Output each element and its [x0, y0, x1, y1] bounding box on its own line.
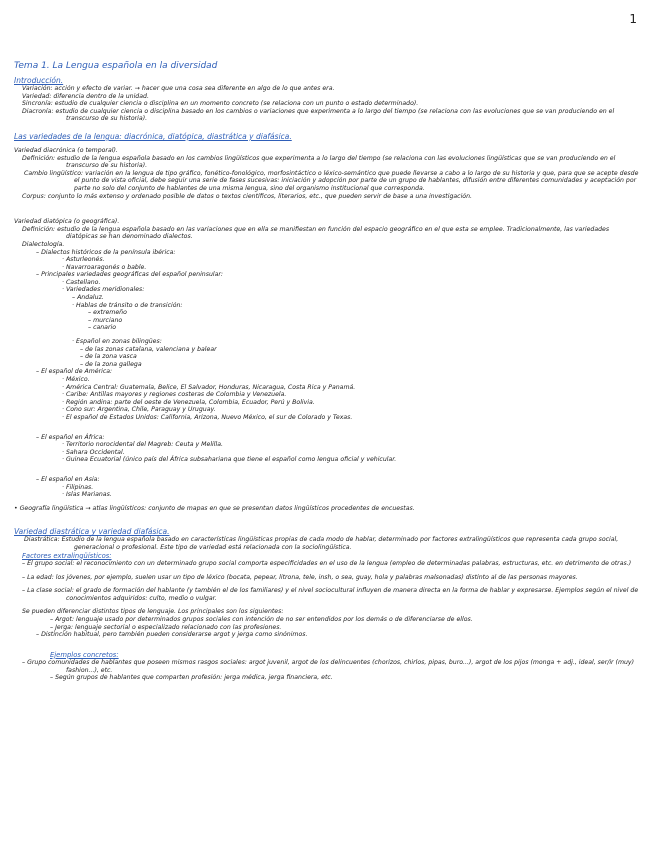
diatopica-definition: Definición: estudio de la lengua española basado en las variaciones que en ella se manifiestan en función del espacio geográfico en el que esta se emplee. Tradicionalmente, las variedades diatópicas se han denominado dialectos.: [22, 225, 610, 241]
list-item: · Cono sur: Argentina, Chile, Paraguay y Uruguay.: [62, 406, 216, 414]
page-number: 1: [629, 12, 637, 26]
intro-line: Sincronía: estudio de cualquier ciencia o disciplina en un momento concreto (se relaciona con un punto o estado determinado).: [22, 100, 419, 108]
list-item: – murciano: [88, 316, 123, 324]
list-item: – Jerga: lenguaje sectorial o especializado relacionado con las profesiones.: [50, 623, 282, 631]
list-item: – de la zona vasca: [80, 353, 137, 361]
list-item: · Región andina: parte del oeste de Venezuela, Colombia, Ecuador, Perú y Bolivia.: [62, 398, 315, 406]
list-item: · Caribe: Antillas mayores y regiones costeras de Colombia y Venezuela.: [62, 391, 287, 399]
diatopica-title: Variedad diatópica (o geográfica).: [14, 218, 120, 226]
geografia-line: • Geografía lingüística → atlas lingüísticos: conjunto de mapas en que se presentan datos lingüísticos procedentes de encuestas.: [14, 504, 415, 512]
list-item: – Grupo comunidades de hablantes que poseen mismos rasgos sociales: argot juvenil, argot de los delincuentes (chorizos, chirlos, pipas, buro...), argot de los pijos (monga + adj., ideal, ser/ir (muy) fashion...), etc.: [22, 659, 634, 674]
list-item: · México.: [62, 376, 90, 383]
list-item: – de las zonas catalana, valenciana y balear: [80, 345, 217, 353]
list-item: · Navarroaragonés o bable.: [62, 263, 147, 271]
list-item: · Español en zonas bilingües:: [72, 338, 162, 346]
list-item: · Filipinas.: [62, 483, 94, 491]
list-item: · Hablas de tránsito o de transición:: [72, 301, 183, 309]
intro-line: Variación: acción y efecto de variar. → hacer que una cosa sea diferente en algo de lo que antes era.: [22, 85, 335, 92]
asia-label: – El español en Asia:: [36, 475, 100, 483]
diastratica-heading: Variedad diastrática y variedad diafásica.: [14, 527, 170, 537]
list-item: · Territorio norocidental del Magreb: Ceuta y Melilla.: [62, 441, 223, 449]
list-item: – La clase social: el grado de formación del hablante (y también el de los familiares) y el nivel sociocultural influyen de manera directa en la forma de hablar y expresarse. Ejemplos según el nivel de conocimientos adquiridos: culto, medio o vulgar.: [22, 587, 639, 602]
list-item: – extremeño: [88, 309, 127, 317]
list-item: · Castellano.: [62, 278, 101, 286]
intro-line: Variedad: diferencia dentro de la unidad.: [22, 92, 149, 100]
list-item: · Islas Marianas.: [62, 491, 112, 499]
factores-heading: Factores extralingüísticos:: [22, 551, 112, 560]
list-item: · Sahara Occidental.: [62, 448, 125, 456]
intro-heading: Introducción.: [14, 76, 64, 85]
dialectologia-label: Dialectología.: [22, 240, 65, 248]
list-item: – La edad: los jóvenes, por ejemplo, suelen usar un tipo de léxico (bocata, pepear, litrona, tele, insh, o sea, guay, hola y palabras malsonadas) distinto al de las personas mayores.: [22, 573, 578, 581]
principales-label: – Principales variedades geográficas del español peninsular:: [36, 271, 224, 279]
list-item: · Variedades meridionales:: [62, 286, 145, 294]
list-item: – canario: [88, 324, 117, 332]
list-item: · Asturleonés.: [62, 256, 105, 264]
handwritten-notes: [14, 60, 639, 682]
page-title: Tema 1. La Lengua española en la diversidad: [14, 61, 218, 71]
list-item: – Argot: lenguaje usado por determinados grupos sociales con intención de no ser entendidos por los demás o de diferenciarse de ellos.: [50, 615, 473, 623]
diacronica-title: Variedad diacrónica (o temporal).: [14, 146, 118, 154]
america-label: – El español de América:: [36, 368, 113, 376]
list-item: – Según grupos de hablantes que comparten profesión: jerga médica, jerga financiera, etc.: [50, 674, 333, 682]
africa-label: – El español en África:: [36, 433, 105, 441]
list-item: – El grupo social: el reconocimiento con un determinado grupo social comporta especificidades en el uso de la lengua (empleo de determinadas palabras, estructuras, etc. en detrimento de otras.): [22, 560, 632, 567]
list-item: – Andaluz.: [72, 294, 104, 302]
list-item: – de la zona gallega: [80, 360, 142, 368]
ejemplos-heading: Ejemplos concretos:: [50, 650, 119, 659]
diastratica-definition: Diastrática: Estudio de la lengua española basado en características lingüísticas propias de cada modo de hablar, determinado por factores extralingüísticos que representa cada grupo social, generacional o profesional. Este tipo de variedad está relacionada con la sociolingüística.: [24, 536, 619, 551]
list-item: – Distinción habitual, pero también pueden considerarse argot y jerga como sinónimos.: [36, 631, 308, 639]
intro-line: Diacronía: estudio de cualquier ciencia o disciplina basado en los cambios o variaciones que experimenta a lo largo del tiempo (se relaciona con las evoluciones que se van produciendo en el transcurso de su historia).: [22, 107, 615, 123]
list-item: · América Central: Guatemala, Belice, El Salvador, Honduras, Nicaragua, Costa Rica y Panamá.: [62, 383, 356, 391]
list-item: · Guinea Ecuatorial (único país del África subsahariana que tiene el español como lengua oficial y vehicular.: [62, 456, 397, 464]
varieties-heading: Las variedades de la lengua: diacrónica, diatópica, diastrática y diafásica.: [14, 131, 292, 141]
list-item: · El español de Estados Unidos: California, Arizona, Nuevo México, el sur de Colorado y Texas.: [62, 413, 353, 421]
tipos-intro: Se pueden diferenciar distintos tipos de lenguaje. Los principales son los siguientes:: [22, 608, 284, 616]
corpus-line: Corpus: conjunto lo más extenso y ordenado posible de datos o textos científicos, literarios, etc., que pueden servir de base a una investigación.: [22, 192, 472, 200]
historicos-label: – Dialectos históricos de la península ibérica:: [36, 248, 176, 256]
diacronica-definition: Definición: estudio de la lengua española basado en los cambios lingüísticos que experimenta a lo largo del tiempo (se relaciona con las evoluciones lingüísticas que se van produciendo en el transcurso de su historia).: [22, 154, 616, 170]
cambio-linguistico: Cambio lingüístico: variación en la lengua de tipo gráfico, fonético-fonológico, morfosintáctico o léxico-semántico que puede llevarse a cabo a lo largo de su historia y que, para que se acepte desde el punto de vista oficial, debe seguir una serie de fases sucesivas: iniciación y adopción por parte de un grupo de hablantes, difusión entre diferentes comunidades y aceptación por parte no solo del conjunto de hablantes de una misma lengua, sino del organismo institucional que corresponda.: [24, 169, 639, 192]
